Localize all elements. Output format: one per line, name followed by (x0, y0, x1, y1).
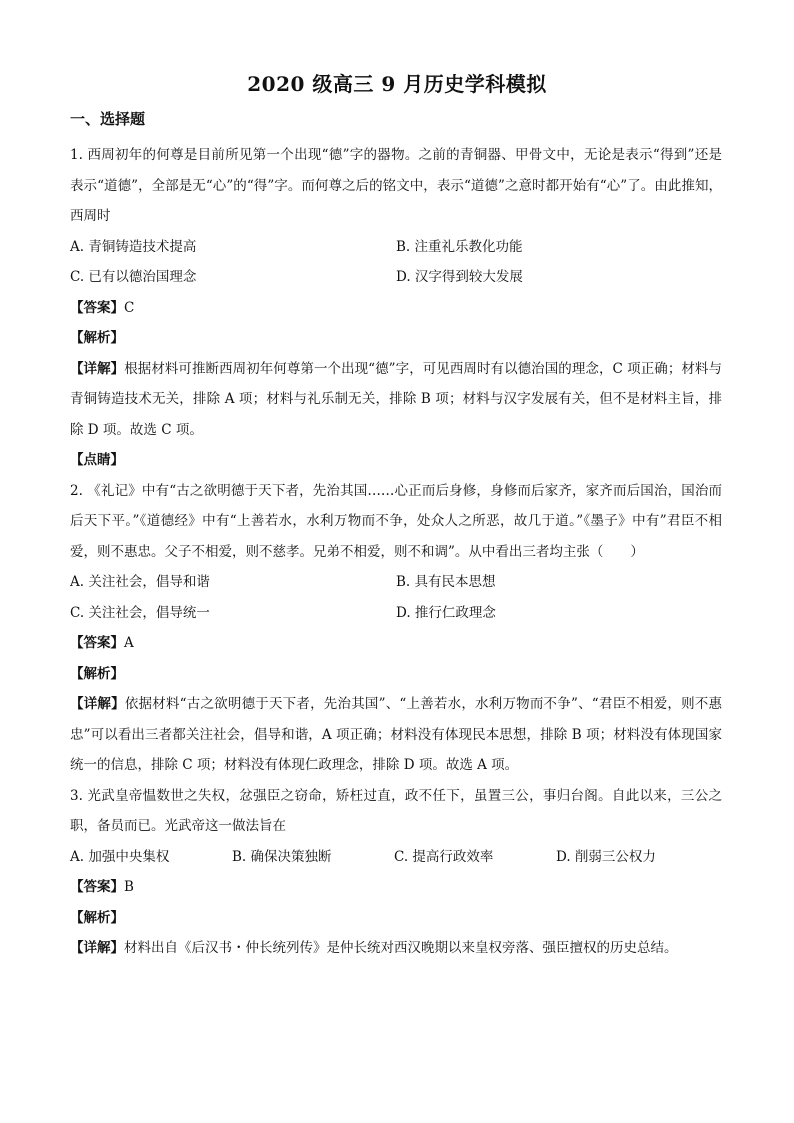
question-2-option-d: D. 推行仁政理念 (396, 604, 496, 621)
section-heading: 一、选择题 (70, 110, 146, 128)
question-3-option-b: B. 确保决策独断 (232, 848, 332, 865)
question-3-answer (70, 872, 722, 903)
question-1-detail (70, 354, 722, 446)
detail-label: 【详解】 (70, 360, 125, 377)
question-1-options (70, 232, 722, 293)
answer-label: 【答案】 (70, 299, 124, 316)
answer-value: A (124, 635, 134, 651)
answer-value: C (124, 299, 135, 316)
questions-content (70, 140, 722, 964)
question-1-option-a: A. 青铜铸造技术提高 (70, 238, 197, 255)
question-2-option-b: B. 具有民本思想 (396, 574, 496, 590)
answer-label: 【答案】 (70, 879, 124, 895)
detail-label: 【详解】 (70, 696, 125, 712)
question-1-option-b: B. 注重礼乐教化功能 (396, 238, 523, 255)
question-1-stem: 1. 西周初年的何尊是目前所见第一个出现“德”字的器物。之前的青铜器、甲骨文中，无论是表示“得到”还是表示“道德”，全部是无“心”的“得”字。而何尊之后的铭文中，表示“道德”之意时都开始有“心”了。由此推知，西周时 (70, 147, 722, 224)
question-2-stem: 2. 《礼记》中有“古之欲明德于天下者，先治其国……心正而后身修，身修而后家齐，家齐而后国治，国治而后天下平。”《道德经》中有“上善若水，水利万物而不争，处众人之所恶，故几于道。”《墨子》中有”君臣不相爱，则不惠忠。父子不相爱，则不慈孝。兄弟不相爱，则不和调”。从中看出三者均主张（ ） (70, 482, 722, 560)
question-3-option-c: C. 提高行政效率 (394, 848, 494, 865)
question-2-answer (70, 628, 722, 659)
question-1-analysis-label: 【解析】 (70, 330, 124, 346)
question-3-option-d: D. 削弱三公权力 (556, 848, 656, 865)
question-3-options (70, 842, 722, 873)
question-3-stem: 3. 光武皇帝愠数世之失权，忿强臣之窃命，矫枉过直，政不任下，虽置三公，事归台阁。自此以来，三公之职，备员而已。光武帝这一做法旨在 (70, 787, 722, 834)
question-1-option-c: C. 已有以德治国理念 (70, 269, 197, 285)
detail-text: 根据材料可推断西周初年何尊第一个出现“德”字，可见西周时有以德治国的理念，C 项正确；材料与青铜铸造技术无关，排除 A 项；材料与礼乐制无关，排除 B 项；材料与汉字发展有关，但不是材料主旨，排除 D 项。故选 C 项。 (70, 360, 722, 438)
answer-value: B (124, 879, 134, 895)
detail-text: 材料出自《后汉书・仲长统列传》是仲长统对西汉晚期以来皇权旁落、强臣擅权的历史总结。 (124, 940, 678, 956)
question-1-option-d: D. 汉字得到较大发展 (396, 269, 523, 285)
question-2-option-c: C. 关注社会，倡导统一 (70, 604, 210, 621)
detail-label: 【详解】 (70, 940, 124, 956)
question-3-detail (70, 933, 722, 964)
question-1-answer (70, 293, 722, 324)
question-1-comment-label: 【点睛】 (70, 452, 124, 468)
detail-text: 依据材料“古之欲明德于天下者，先治其国”、“上善若水，水利万物而不争”、“君臣不相爱，则不惠忠”可以看出三者都关注社会，倡导和谐，A 项正确；材料没有体现民本思想，排除 B 项；材料没有体现国家统一的信息，排除 C 项；材料没有体现仁政理念，排除 D 项。故选 A 项。 (70, 696, 723, 773)
question-2-options (70, 567, 722, 628)
answer-label: 【答案】 (70, 635, 124, 651)
question-2-detail (70, 689, 722, 781)
question-2-analysis-label: 【解析】 (70, 665, 124, 682)
question-3-option-a: A. 加强中央集权 (70, 848, 170, 865)
question-3-analysis-label: 【解析】 (70, 909, 124, 926)
page-title: 2020 级高三 9 月历史学科模拟 (247, 72, 547, 96)
question-2-option-a: A. 关注社会，倡导和谐 (70, 574, 210, 590)
